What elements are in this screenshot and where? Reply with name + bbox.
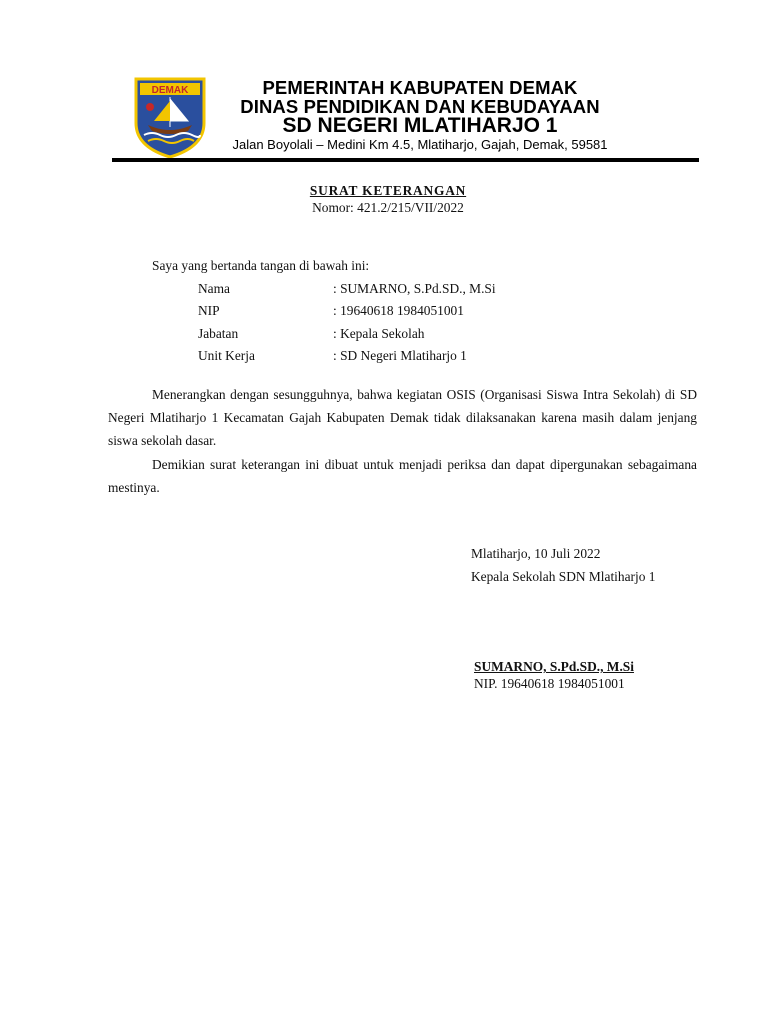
letterhead-school-name: SD NEGERI MLATIHARJO 1 bbox=[282, 114, 558, 137]
letterhead-divider bbox=[112, 158, 699, 162]
identity-label: NIP bbox=[198, 303, 220, 318]
signature-place-date: Mlatiharjo, 10 Juli 2022 bbox=[471, 546, 601, 561]
signer-nip: NIP. 19640618 1984051001 bbox=[474, 676, 625, 691]
identity-label: Nama bbox=[198, 281, 230, 296]
identity-value: : 19640618 1984051001 bbox=[333, 303, 464, 318]
identity-value: : SUMARNO, S.Pd.SD., M.Si bbox=[333, 281, 496, 296]
letterhead-address: Jalan Boyolali – Medini Km 4.5, Mlatiharjo, Gajah, Demak, 59581 bbox=[232, 137, 608, 152]
statement-paragraph: Menerangkan dengan sesungguhnya, bahwa kegiatan OSIS (Organisasi Siswa Intra Sekolah) di SD Negeri Mlatiharjo 1 Kecamatan Gajah Kabupaten Demak tidak dilaksanakan karena masih dalam jenjang siswa sekolah dasar. bbox=[108, 387, 697, 448]
identity-row-nip bbox=[198, 303, 618, 321]
identity-label: Jabatan bbox=[198, 326, 239, 341]
identity-row-position bbox=[198, 326, 618, 344]
logo-text: DEMAK bbox=[151, 85, 189, 96]
identity-row-work-unit bbox=[198, 348, 618, 366]
identity-value: : SD Negeri Mlatiharjo 1 bbox=[333, 348, 467, 363]
document-title: SURAT KETERANGAN bbox=[309, 183, 467, 198]
demak-regency-logo bbox=[134, 77, 206, 159]
document-number: Nomor: 421.2/215/VII/2022 bbox=[312, 200, 464, 215]
opening-statement: Saya yang bertanda tangan di bawah ini: bbox=[152, 258, 370, 273]
signature-position: Kepala Sekolah SDN Mlatiharjo 1 bbox=[471, 569, 656, 584]
identity-label: Unit Kerja bbox=[198, 348, 255, 363]
letterhead-agency: DINAS PENDIDIKAN DAN KEBUDAYAAN bbox=[240, 96, 600, 117]
letterhead-government: PEMERINTAH KABUPATEN DEMAK bbox=[262, 77, 578, 98]
identity-value: : Kepala Sekolah bbox=[333, 326, 425, 341]
closing-paragraph: Demikian surat keterangan ini dibuat untuk menjadi periksa dan dapat dipergunakan sebagaimana mestinya. bbox=[108, 457, 697, 495]
star-icon bbox=[146, 103, 154, 111]
identity-row-name bbox=[198, 281, 618, 299]
signer-name: SUMARNO, S.Pd.SD., M.Si bbox=[474, 659, 634, 674]
